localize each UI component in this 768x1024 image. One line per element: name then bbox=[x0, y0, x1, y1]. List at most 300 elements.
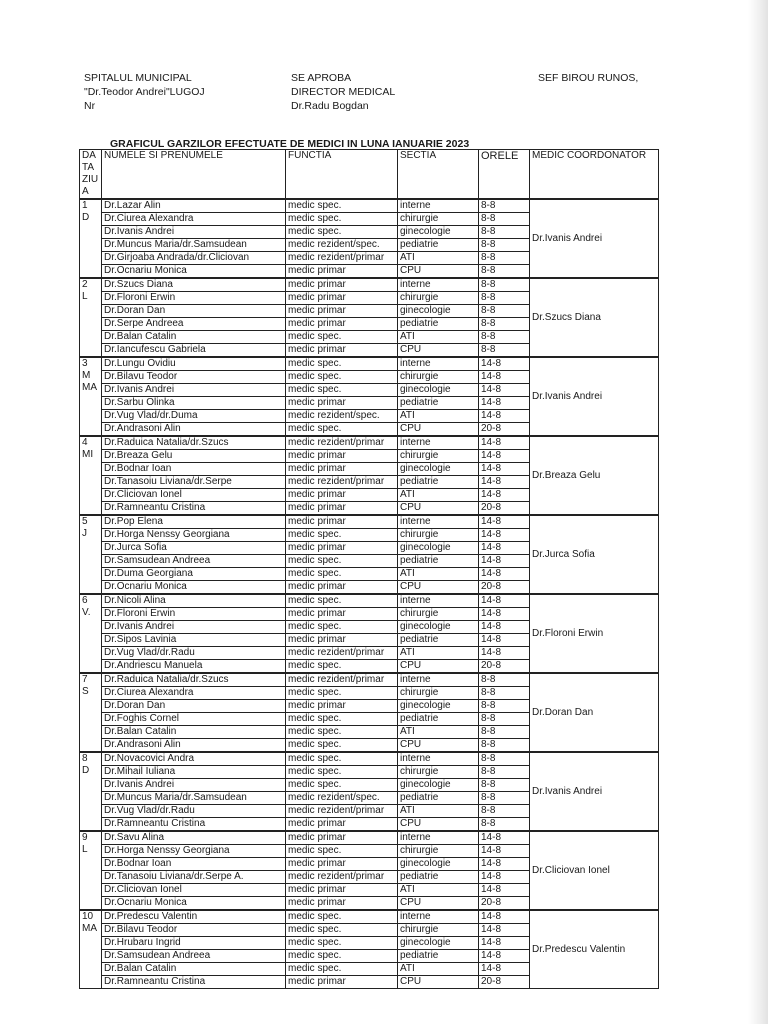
hours-cell: 14-8 bbox=[479, 647, 530, 660]
section-cell: chirurgie bbox=[398, 608, 479, 621]
day-cell bbox=[80, 594, 102, 673]
hours-cell: 8-8 bbox=[479, 252, 530, 265]
doctor-name-cell: Dr.Mihail Iuliana bbox=[102, 766, 286, 779]
table-row bbox=[80, 199, 659, 213]
section-cell: interne bbox=[398, 594, 479, 608]
table-header-row bbox=[80, 150, 659, 200]
doctor-name-cell: Dr.Hrubaru Ingrid bbox=[102, 937, 286, 950]
hours-cell: 8-8 bbox=[479, 318, 530, 331]
hours-cell: 8-8 bbox=[479, 818, 530, 832]
function-cell: medic primar bbox=[286, 581, 398, 595]
hours-cell: 8-8 bbox=[479, 265, 530, 279]
section-cell: CPU bbox=[398, 344, 479, 358]
section-cell: pediatrie bbox=[398, 634, 479, 647]
doctor-name-cell: Dr.Pop Elena bbox=[102, 515, 286, 529]
doctor-name-cell: Dr.Iancufescu Gabriela bbox=[102, 344, 286, 358]
section-cell: pediatrie bbox=[398, 555, 479, 568]
day-label: S bbox=[82, 686, 89, 697]
hours-cell: 14-8 bbox=[479, 924, 530, 937]
doctor-name-cell: Dr.Ivanis Andrei bbox=[102, 779, 286, 792]
doctor-name-cell: Dr.Tanasoiu Liviana/dr.Serpe A. bbox=[102, 871, 286, 884]
section-cell: CPU bbox=[398, 660, 479, 674]
table-row bbox=[80, 673, 659, 687]
doctor-name-cell: Dr.Ocnariu Monica bbox=[102, 265, 286, 279]
day-label: 8 bbox=[82, 753, 88, 764]
hours-cell: 14-8 bbox=[479, 515, 530, 529]
doctor-name-cell: Dr.Lungu Ovidiu bbox=[102, 357, 286, 371]
function-cell: medic spec. bbox=[286, 910, 398, 924]
day-cell bbox=[80, 357, 102, 436]
function-cell: medic spec. bbox=[286, 660, 398, 674]
day-label: D bbox=[82, 765, 90, 776]
hours-cell: 20-8 bbox=[479, 660, 530, 674]
doctor-name-cell: Dr.Tanasoiu Liviana/dr.Serpe bbox=[102, 476, 286, 489]
doctor-name-cell: Dr.Muncus Maria/dr.Samsudean bbox=[102, 239, 286, 252]
doctor-name-cell: Dr.Bodnar Ioan bbox=[102, 463, 286, 476]
hours-cell: 20-8 bbox=[479, 897, 530, 911]
document-number-label: Nr bbox=[84, 100, 96, 112]
approval-label: SE APROBA bbox=[291, 72, 352, 84]
hours-cell: 14-8 bbox=[479, 463, 530, 476]
day-label: MA bbox=[82, 923, 97, 934]
hours-cell: 14-8 bbox=[479, 608, 530, 621]
coordinator-cell: Dr.Breaza Gelu bbox=[530, 436, 659, 515]
function-cell: medic rezident/spec. bbox=[286, 792, 398, 805]
section-cell: ATI bbox=[398, 805, 479, 818]
hospital-header bbox=[84, 71, 205, 113]
doctor-name-cell: Dr.Sipos Lavinia bbox=[102, 634, 286, 647]
coordinator-cell: Dr.Szucs Diana bbox=[530, 278, 659, 357]
hospital-subname: "Dr.Teodor Andrei"LUGOJ bbox=[84, 86, 205, 98]
section-cell: ATI bbox=[398, 884, 479, 897]
doctor-name-cell: Dr.Balan Catalin bbox=[102, 963, 286, 976]
hr-office-label: SEF BIROU RUNOS, bbox=[538, 72, 639, 84]
hours-cell: 14-8 bbox=[479, 950, 530, 963]
hr-header bbox=[538, 71, 638, 85]
day-label: L bbox=[82, 844, 88, 855]
day-cell bbox=[80, 436, 102, 515]
doctor-name-cell: Dr.Savu Alina bbox=[102, 831, 286, 845]
hours-cell: 14-8 bbox=[479, 555, 530, 568]
section-cell: ginecologie bbox=[398, 700, 479, 713]
function-cell: medic spec. bbox=[286, 357, 398, 371]
hours-cell: 14-8 bbox=[479, 845, 530, 858]
hours-cell: 14-8 bbox=[479, 410, 530, 423]
day-label: 3 bbox=[82, 358, 88, 369]
section-cell: chirurgie bbox=[398, 292, 479, 305]
column-header-coordinator: MEDIC COORDONATOR bbox=[530, 150, 659, 200]
section-cell: ginecologie bbox=[398, 621, 479, 634]
section-cell: pediatrie bbox=[398, 792, 479, 805]
scan-edge-shadow bbox=[748, 0, 768, 1024]
doctor-name-cell: Dr.Balan Catalin bbox=[102, 726, 286, 739]
doctor-name-cell: Dr.Vug Vlad/dr.Radu bbox=[102, 805, 286, 818]
coordinator-cell: Dr.Doran Dan bbox=[530, 673, 659, 752]
function-cell: medic primar bbox=[286, 634, 398, 647]
section-cell: ATI bbox=[398, 489, 479, 502]
function-cell: medic spec. bbox=[286, 766, 398, 779]
day-cell bbox=[80, 910, 102, 989]
section-cell: chirurgie bbox=[398, 766, 479, 779]
hospital-name: SPITALUL MUNICIPAL bbox=[84, 72, 192, 84]
function-cell: medic primar bbox=[286, 397, 398, 410]
doctor-name-cell: Dr.Vug Vlad/dr.Duma bbox=[102, 410, 286, 423]
hours-cell: 8-8 bbox=[479, 305, 530, 318]
hours-cell: 8-8 bbox=[479, 739, 530, 753]
function-cell: medic primar bbox=[286, 265, 398, 279]
doctor-name-cell: Dr.Andriescu Manuela bbox=[102, 660, 286, 674]
hours-cell: 8-8 bbox=[479, 766, 530, 779]
section-cell: CPU bbox=[398, 423, 479, 437]
day-label: J bbox=[82, 528, 87, 539]
function-cell: medic spec. bbox=[286, 739, 398, 753]
section-cell: CPU bbox=[398, 818, 479, 832]
day-label: V. bbox=[82, 607, 91, 618]
doctor-name-cell: Dr.Foghis Cornel bbox=[102, 713, 286, 726]
doctor-name-cell: Dr.Doran Dan bbox=[102, 305, 286, 318]
day-label: MI bbox=[82, 449, 94, 460]
hours-cell: 8-8 bbox=[479, 779, 530, 792]
doctor-name-cell: Dr.Predescu Valentin bbox=[102, 910, 286, 924]
doctor-name-cell: Dr.Jurca Sofia bbox=[102, 542, 286, 555]
hours-cell: 8-8 bbox=[479, 792, 530, 805]
doctor-name-cell: Dr.Bilavu Teodor bbox=[102, 924, 286, 937]
function-cell: medic spec. bbox=[286, 713, 398, 726]
table-row bbox=[80, 831, 659, 845]
day-label: 1 bbox=[82, 200, 88, 211]
doctor-name-cell: Dr.Floroni Erwin bbox=[102, 292, 286, 305]
function-cell: medic spec. bbox=[286, 226, 398, 239]
section-cell: ATI bbox=[398, 647, 479, 660]
section-cell: pediatrie bbox=[398, 318, 479, 331]
doctor-name-cell: Dr.Breaza Gelu bbox=[102, 450, 286, 463]
hours-cell: 8-8 bbox=[479, 752, 530, 766]
hours-cell: 14-8 bbox=[479, 621, 530, 634]
hours-cell: 8-8 bbox=[479, 673, 530, 687]
doctor-name-cell: Dr.Horga Nenssy Georgiana bbox=[102, 845, 286, 858]
doctor-name-cell: Dr.Ivanis Andrei bbox=[102, 384, 286, 397]
section-cell: chirurgie bbox=[398, 213, 479, 226]
column-header-function: FUNCTIA bbox=[286, 150, 398, 200]
function-cell: medic primar bbox=[286, 305, 398, 318]
section-cell: interne bbox=[398, 673, 479, 687]
doctor-name-cell: Dr.Ivanis Andrei bbox=[102, 226, 286, 239]
doctor-name-cell: Dr.Serpe Andreea bbox=[102, 318, 286, 331]
doctor-name-cell: Dr.Horga Nenssy Georgiana bbox=[102, 529, 286, 542]
doctor-name-cell: Dr.Andrasoni Alin bbox=[102, 739, 286, 753]
approver-role: DIRECTOR MEDICAL bbox=[291, 86, 396, 98]
hours-cell: 8-8 bbox=[479, 213, 530, 226]
day-cell bbox=[80, 673, 102, 752]
section-cell: pediatrie bbox=[398, 713, 479, 726]
function-cell: medic primar bbox=[286, 292, 398, 305]
hours-cell: 8-8 bbox=[479, 226, 530, 239]
day-label: 6 bbox=[82, 595, 88, 606]
doctor-name-cell: Dr.Ciurea Alexandra bbox=[102, 213, 286, 226]
function-cell: medic primar bbox=[286, 700, 398, 713]
function-cell: medic rezident/primar bbox=[286, 252, 398, 265]
day-cell bbox=[80, 278, 102, 357]
section-cell: CPU bbox=[398, 739, 479, 753]
doctor-name-cell: Dr.Balan Catalin bbox=[102, 331, 286, 344]
hours-cell: 8-8 bbox=[479, 687, 530, 700]
table-row bbox=[80, 436, 659, 450]
function-cell: medic spec. bbox=[286, 555, 398, 568]
hours-cell: 14-8 bbox=[479, 937, 530, 950]
doctor-name-cell: Dr.Ramneantu Cristina bbox=[102, 818, 286, 832]
function-cell: medic rezident/primar bbox=[286, 673, 398, 687]
doctor-name-cell: Dr.Andrasoni Alin bbox=[102, 423, 286, 437]
hours-cell: 14-8 bbox=[479, 963, 530, 976]
function-cell: medic primar bbox=[286, 502, 398, 516]
hours-cell: 14-8 bbox=[479, 371, 530, 384]
hours-cell: 14-8 bbox=[479, 634, 530, 647]
function-cell: medic spec. bbox=[286, 384, 398, 397]
section-cell: ATI bbox=[398, 568, 479, 581]
section-cell: CPU bbox=[398, 976, 479, 989]
column-header-day: DATA ZIUA bbox=[80, 150, 102, 200]
doctor-name-cell: Dr.Raduica Natalia/dr.Szucs bbox=[102, 673, 286, 687]
section-cell: interne bbox=[398, 831, 479, 845]
hours-cell: 14-8 bbox=[479, 476, 530, 489]
section-cell: chirurgie bbox=[398, 371, 479, 384]
function-cell: medic primar bbox=[286, 976, 398, 989]
day-label: D bbox=[82, 212, 90, 223]
section-cell: interne bbox=[398, 357, 479, 371]
coordinator-cell: Dr.Ivanis Andrei bbox=[530, 752, 659, 831]
day-cell bbox=[80, 515, 102, 594]
section-cell: interne bbox=[398, 436, 479, 450]
day-label: L bbox=[82, 291, 88, 302]
doctor-name-cell: Dr.Ivanis Andrei bbox=[102, 621, 286, 634]
hours-cell: 14-8 bbox=[479, 450, 530, 463]
section-cell: ginecologie bbox=[398, 305, 479, 318]
section-cell: pediatrie bbox=[398, 871, 479, 884]
section-cell: CPU bbox=[398, 897, 479, 911]
hours-cell: 14-8 bbox=[479, 357, 530, 371]
section-cell: ginecologie bbox=[398, 858, 479, 871]
document-title: GRAFICUL GARZILOR EFECTUATE DE MEDICI IN LUNA IANUARIE 2023 bbox=[110, 138, 470, 150]
function-cell: medic primar bbox=[286, 278, 398, 292]
doctor-name-cell: Dr.Cliciovan Ionel bbox=[102, 489, 286, 502]
hours-cell: 8-8 bbox=[479, 199, 530, 213]
doctor-name-cell: Dr.Bilavu Teodor bbox=[102, 371, 286, 384]
section-cell: ginecologie bbox=[398, 779, 479, 792]
section-cell: ginecologie bbox=[398, 937, 479, 950]
function-cell: medic primar bbox=[286, 884, 398, 897]
hours-cell: 8-8 bbox=[479, 331, 530, 344]
function-cell: medic primar bbox=[286, 858, 398, 871]
function-cell: medic spec. bbox=[286, 423, 398, 437]
section-cell: ginecologie bbox=[398, 463, 479, 476]
section-cell: chirurgie bbox=[398, 529, 479, 542]
function-cell: medic rezident/primar bbox=[286, 647, 398, 660]
doctor-name-cell: Dr.Ramneantu Cristina bbox=[102, 502, 286, 516]
function-cell: medic spec. bbox=[286, 199, 398, 213]
doctor-name-cell: Dr.Girjoaba Andrada/dr.Cliciovan bbox=[102, 252, 286, 265]
hours-cell: 8-8 bbox=[479, 292, 530, 305]
function-cell: medic rezident/primar bbox=[286, 476, 398, 489]
function-cell: medic spec. bbox=[286, 726, 398, 739]
function-cell: medic spec. bbox=[286, 529, 398, 542]
section-cell: interne bbox=[398, 199, 479, 213]
hours-cell: 8-8 bbox=[479, 726, 530, 739]
section-cell: ATI bbox=[398, 410, 479, 423]
section-cell: ATI bbox=[398, 963, 479, 976]
doctor-name-cell: Dr.Ocnariu Monica bbox=[102, 581, 286, 595]
section-cell: ATI bbox=[398, 252, 479, 265]
hours-cell: 14-8 bbox=[479, 384, 530, 397]
doctor-name-cell: Dr.Sarbu Olinka bbox=[102, 397, 286, 410]
function-cell: medic primar bbox=[286, 450, 398, 463]
doctor-name-cell: Dr.Raduica Natalia/dr.Szucs bbox=[102, 436, 286, 450]
hours-cell: 14-8 bbox=[479, 910, 530, 924]
function-cell: medic spec. bbox=[286, 950, 398, 963]
function-cell: medic spec. bbox=[286, 213, 398, 226]
day-label: M bbox=[82, 370, 91, 381]
section-cell: interne bbox=[398, 910, 479, 924]
section-cell: pediatrie bbox=[398, 397, 479, 410]
table-row bbox=[80, 752, 659, 766]
doctor-name-cell: Dr.Bodnar Ioan bbox=[102, 858, 286, 871]
coordinator-cell: Dr.Ivanis Andrei bbox=[530, 357, 659, 436]
section-cell: ginecologie bbox=[398, 542, 479, 555]
hours-cell: 14-8 bbox=[479, 568, 530, 581]
hours-cell: 14-8 bbox=[479, 529, 530, 542]
hours-cell: 8-8 bbox=[479, 713, 530, 726]
section-cell: pediatrie bbox=[398, 239, 479, 252]
doctor-name-cell: Dr.Duma Georgiana bbox=[102, 568, 286, 581]
hours-cell: 8-8 bbox=[479, 278, 530, 292]
section-cell: chirurgie bbox=[398, 450, 479, 463]
section-cell: CPU bbox=[398, 581, 479, 595]
doctor-name-cell: Dr.Floroni Erwin bbox=[102, 608, 286, 621]
function-cell: medic primar bbox=[286, 831, 398, 845]
table-row bbox=[80, 278, 659, 292]
column-header-section: SECTIA bbox=[398, 150, 479, 200]
section-cell: interne bbox=[398, 278, 479, 292]
function-cell: medic spec. bbox=[286, 331, 398, 344]
doctor-name-cell: Dr.Vug Vlad/dr.Radu bbox=[102, 647, 286, 660]
day-label: 9 bbox=[82, 832, 88, 843]
function-cell: medic primar bbox=[286, 489, 398, 502]
coordinator-cell: Dr.Floroni Erwin bbox=[530, 594, 659, 673]
approver-name: Dr.Radu Bogdan bbox=[291, 100, 369, 112]
section-cell: pediatrie bbox=[398, 950, 479, 963]
section-cell: ATI bbox=[398, 726, 479, 739]
function-cell: medic spec. bbox=[286, 845, 398, 858]
function-cell: medic spec. bbox=[286, 568, 398, 581]
hours-cell: 14-8 bbox=[479, 489, 530, 502]
section-cell: chirurgie bbox=[398, 687, 479, 700]
doctor-name-cell: Dr.Muncus Maria/dr.Samsudean bbox=[102, 792, 286, 805]
doctor-name-cell: Dr.Samsudean Andreea bbox=[102, 950, 286, 963]
doctor-name-cell: Dr.Lazar Alin bbox=[102, 199, 286, 213]
hours-cell: 14-8 bbox=[479, 831, 530, 845]
roster-body bbox=[80, 199, 659, 989]
coordinator-cell: Dr.Predescu Valentin bbox=[530, 910, 659, 989]
hours-cell: 14-8 bbox=[479, 542, 530, 555]
function-cell: medic primar bbox=[286, 463, 398, 476]
doctor-name-cell: Dr.Nicoli Alina bbox=[102, 594, 286, 608]
table-row bbox=[80, 594, 659, 608]
day-cell bbox=[80, 199, 102, 278]
function-cell: medic spec. bbox=[286, 752, 398, 766]
function-cell: medic spec. bbox=[286, 924, 398, 937]
day-label: 4 bbox=[82, 437, 88, 448]
function-cell: medic primar bbox=[286, 608, 398, 621]
section-cell: interne bbox=[398, 515, 479, 529]
hours-cell: 8-8 bbox=[479, 239, 530, 252]
column-header-name: NUMELE SI PRENUMELE bbox=[102, 150, 286, 200]
function-cell: medic primar bbox=[286, 515, 398, 529]
function-cell: medic spec. bbox=[286, 594, 398, 608]
function-cell: medic rezident/primar bbox=[286, 436, 398, 450]
doctor-name-cell: Dr.Szucs Diana bbox=[102, 278, 286, 292]
function-cell: medic spec. bbox=[286, 937, 398, 950]
section-cell: ginecologie bbox=[398, 384, 479, 397]
table-row bbox=[80, 910, 659, 924]
doctor-name-cell: Dr.Cliciovan Ionel bbox=[102, 884, 286, 897]
section-cell: CPU bbox=[398, 502, 479, 516]
doctor-name-cell: Dr.Doran Dan bbox=[102, 700, 286, 713]
doctor-name-cell: Dr.Ramneantu Cristina bbox=[102, 976, 286, 989]
doctor-name-cell: Dr.Novacovici Andra bbox=[102, 752, 286, 766]
hours-cell: 20-8 bbox=[479, 581, 530, 595]
function-cell: medic primar bbox=[286, 542, 398, 555]
doctor-name-cell: Dr.Samsudean Andreea bbox=[102, 555, 286, 568]
day-label: 7 bbox=[82, 674, 88, 685]
function-cell: medic primar bbox=[286, 318, 398, 331]
coordinator-cell: Dr.Jurca Sofia bbox=[530, 515, 659, 594]
coordinator-cell: Dr.Ivanis Andrei bbox=[530, 199, 659, 278]
section-cell: CPU bbox=[398, 265, 479, 279]
duty-roster-table bbox=[79, 149, 659, 989]
coordinator-cell: Dr.Cliciovan Ionel bbox=[530, 831, 659, 910]
hours-cell: 14-8 bbox=[479, 397, 530, 410]
hours-cell: 8-8 bbox=[479, 805, 530, 818]
day-label: 2 bbox=[82, 279, 88, 290]
hours-cell: 20-8 bbox=[479, 502, 530, 516]
function-cell: medic spec. bbox=[286, 963, 398, 976]
day-label: 10 bbox=[82, 911, 94, 922]
hours-cell: 8-8 bbox=[479, 344, 530, 358]
approval-header bbox=[291, 71, 395, 113]
table-row bbox=[80, 357, 659, 371]
section-cell: chirurgie bbox=[398, 845, 479, 858]
hours-cell: 14-8 bbox=[479, 858, 530, 871]
function-cell: medic primar bbox=[286, 897, 398, 911]
hours-cell: 14-8 bbox=[479, 594, 530, 608]
function-cell: medic spec. bbox=[286, 371, 398, 384]
section-cell: ATI bbox=[398, 331, 479, 344]
section-cell: interne bbox=[398, 752, 479, 766]
hours-cell: 14-8 bbox=[479, 884, 530, 897]
section-cell: pediatrie bbox=[398, 476, 479, 489]
function-cell: medic primar bbox=[286, 344, 398, 358]
function-cell: medic rezident/spec. bbox=[286, 239, 398, 252]
section-cell: ginecologie bbox=[398, 226, 479, 239]
doctor-name-cell: Dr.Ciurea Alexandra bbox=[102, 687, 286, 700]
function-cell: medic rezident/spec. bbox=[286, 410, 398, 423]
hours-cell: 20-8 bbox=[479, 976, 530, 989]
hours-cell: 20-8 bbox=[479, 423, 530, 437]
function-cell: medic rezident/primar bbox=[286, 805, 398, 818]
day-label: MA bbox=[82, 382, 97, 393]
function-cell: medic spec. bbox=[286, 779, 398, 792]
doctor-name-cell: Dr.Ocnariu Monica bbox=[102, 897, 286, 911]
hours-cell: 14-8 bbox=[479, 871, 530, 884]
